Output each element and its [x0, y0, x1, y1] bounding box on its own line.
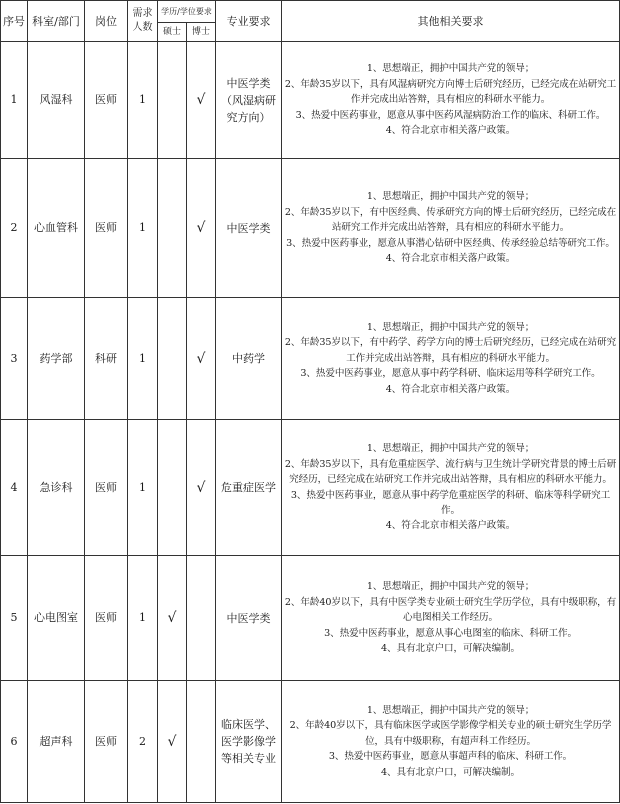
cell-position: 医师	[85, 42, 128, 159]
cell-major: 危重症医学	[216, 420, 282, 556]
cell-requirements	[282, 420, 620, 556]
requirement-line: 1、思想端正，拥护中国共产党的领导；	[366, 704, 535, 716]
cell-seq: 2	[1, 159, 28, 298]
header-count: 需求人数	[128, 1, 158, 42]
cell-dept: 急诊科	[28, 420, 85, 556]
requirement-line: 1、思想端正，拥护中国共产党的领导；	[366, 321, 535, 333]
table-row	[1, 556, 620, 681]
requirement-line: 1、思想端正，拥护中国共产党的领导；	[366, 443, 535, 455]
header-position: 岗位	[85, 1, 128, 42]
requirement-line: 4、符合北京市相关落户政策。	[385, 125, 516, 137]
requirement-line: 3、热爱中医药事业，愿意从事超声科的临床、科研工作。	[328, 751, 573, 763]
cell-dept: 药学部	[28, 298, 85, 420]
cell-seq: 5	[1, 556, 28, 681]
table-row	[1, 159, 620, 298]
cell-seq: 3	[1, 298, 28, 420]
cell-major: 中医学类	[216, 556, 282, 681]
cell-doctor-check: √	[187, 298, 216, 420]
requirement-line: 2、年龄35岁以下，具有风湿病研究方向博士后研究经历，已经完成在站研究工作并完成出站答辩，具有相应的科研水平能力。	[284, 78, 617, 106]
cell-master-check: √	[158, 556, 187, 681]
cell-count: 1	[128, 42, 158, 159]
header-major: 专业要求	[216, 1, 282, 42]
cell-doctor-check: √	[187, 159, 216, 298]
requirement-line: 3、热爱中医药事业，愿意从事心电图室的临床、科研工作。	[324, 627, 577, 639]
cell-doctor-check: √	[187, 42, 216, 159]
cell-seq: 1	[1, 42, 28, 159]
cell-seq: 4	[1, 420, 28, 556]
header-seq: 序号	[1, 1, 28, 42]
cell-seq: 6	[1, 681, 28, 803]
requirement-line: 1、思想端正，拥护中国共产党的领导；	[366, 581, 535, 593]
header-master: 硕士	[158, 23, 187, 42]
cell-dept: 风湿科	[28, 42, 85, 159]
requirement-line: 2、年龄40岁以下，具有临床医学或医学影像学相关专业的硕士研究生学历学位，具有中级职称，有超声科工作经历。	[289, 720, 612, 747]
cell-doctor-check: √	[187, 420, 216, 556]
header-dept: 科室/部门	[28, 1, 85, 42]
table-row	[1, 298, 620, 420]
cell-position: 科研	[85, 298, 128, 420]
cell-count: 1	[128, 420, 158, 556]
cell-requirements	[282, 556, 620, 681]
requirement-line: 4、具有北京户口，可解决编制。	[381, 643, 520, 655]
cell-major: 中药学	[216, 298, 282, 420]
cell-count: 2	[128, 681, 158, 803]
cell-requirements	[282, 298, 620, 420]
cell-master-check	[158, 159, 187, 298]
requirement-line: 2、年龄40岁以下，具有中医学类专业硕士研究生学历学位，具有中级职称，有心电图相关工作经历。	[284, 596, 617, 624]
cell-dept: 心血管科	[28, 159, 85, 298]
requirement-line: 2、年龄35岁以下，有中医经典、传承研究方向的博士后研究经历，已经完成在站研究工作并完成出站答辩，具有相应的科研水平能力。	[284, 206, 617, 234]
cell-dept: 心电图室	[28, 556, 85, 681]
requirement-line: 3、热爱中医药事业，愿意从事中药学科研、临床运用等科学研究工作。	[300, 368, 601, 380]
cell-major: 临床医学、医学影像学等相关专业	[216, 681, 282, 803]
cell-count: 1	[128, 298, 158, 420]
table-row	[1, 681, 620, 803]
requirement-line: 2、年龄35岁以下，具有危重症医学、流行病与卫生统计学研究背景的博士后研究经历，已经完成在站研究工作并完成出站答辩，具有相应的科研水平能力。	[284, 458, 617, 486]
requirement-line: 3、热爱中医药事业，愿意从事中医药风湿病防治工作的临床、科研工作。	[295, 109, 606, 121]
requirement-line: 2、年龄35岁以下，有中药学、药学方向的博士后研究经历，已经完成在站研究工作并完成出站答辩，具有相应的科研水平能力。	[284, 337, 617, 364]
cell-count: 1	[128, 556, 158, 681]
cell-requirements	[282, 42, 620, 159]
requirement-line: 3、热爱中医药事业，愿意从事潜心钻研中医经典、传承经验总结等研究工作。	[286, 237, 615, 249]
requirement-line: 1、思想端正，拥护中国共产党的领导；	[366, 191, 535, 203]
cell-dept: 超声科	[28, 681, 85, 803]
cell-requirements	[282, 681, 620, 803]
header-other: 其他相关要求	[282, 1, 620, 42]
cell-position: 医师	[85, 159, 128, 298]
requirement-line: 4、具有北京户口，可解决编制。	[381, 766, 520, 778]
cell-master-check	[158, 420, 187, 556]
cell-master-check: √	[158, 681, 187, 803]
cell-major: 中医学类（风湿病研究方向）	[216, 42, 282, 159]
cell-requirements	[282, 159, 620, 298]
table-row	[1, 42, 620, 159]
requirement-line: 4、符合北京市相关落户政策。	[385, 520, 516, 532]
requirement-line: 4、符合北京市相关落户政策。	[385, 253, 516, 265]
cell-master-check	[158, 42, 187, 159]
requirement-line: 1、思想端正，拥护中国共产党的领导；	[366, 63, 535, 75]
header-doctor: 博士	[187, 23, 216, 42]
cell-doctor-check	[187, 681, 216, 803]
cell-master-check	[158, 298, 187, 420]
cell-major: 中医学类	[216, 159, 282, 298]
header-degree-group: 学历/学位要求	[158, 1, 216, 23]
requirement-line: 3、热爱中医药事业，愿意从事中药学危重症医学的科研、临床等科学研究工作。	[290, 489, 611, 516]
requirement-line: 4、符合北京市相关落户政策。	[385, 383, 516, 395]
table-row	[1, 420, 620, 556]
cell-count: 1	[128, 159, 158, 298]
cell-position: 医师	[85, 420, 128, 556]
cell-doctor-check	[187, 556, 216, 681]
cell-position: 医师	[85, 681, 128, 803]
cell-position: 医师	[85, 556, 128, 681]
